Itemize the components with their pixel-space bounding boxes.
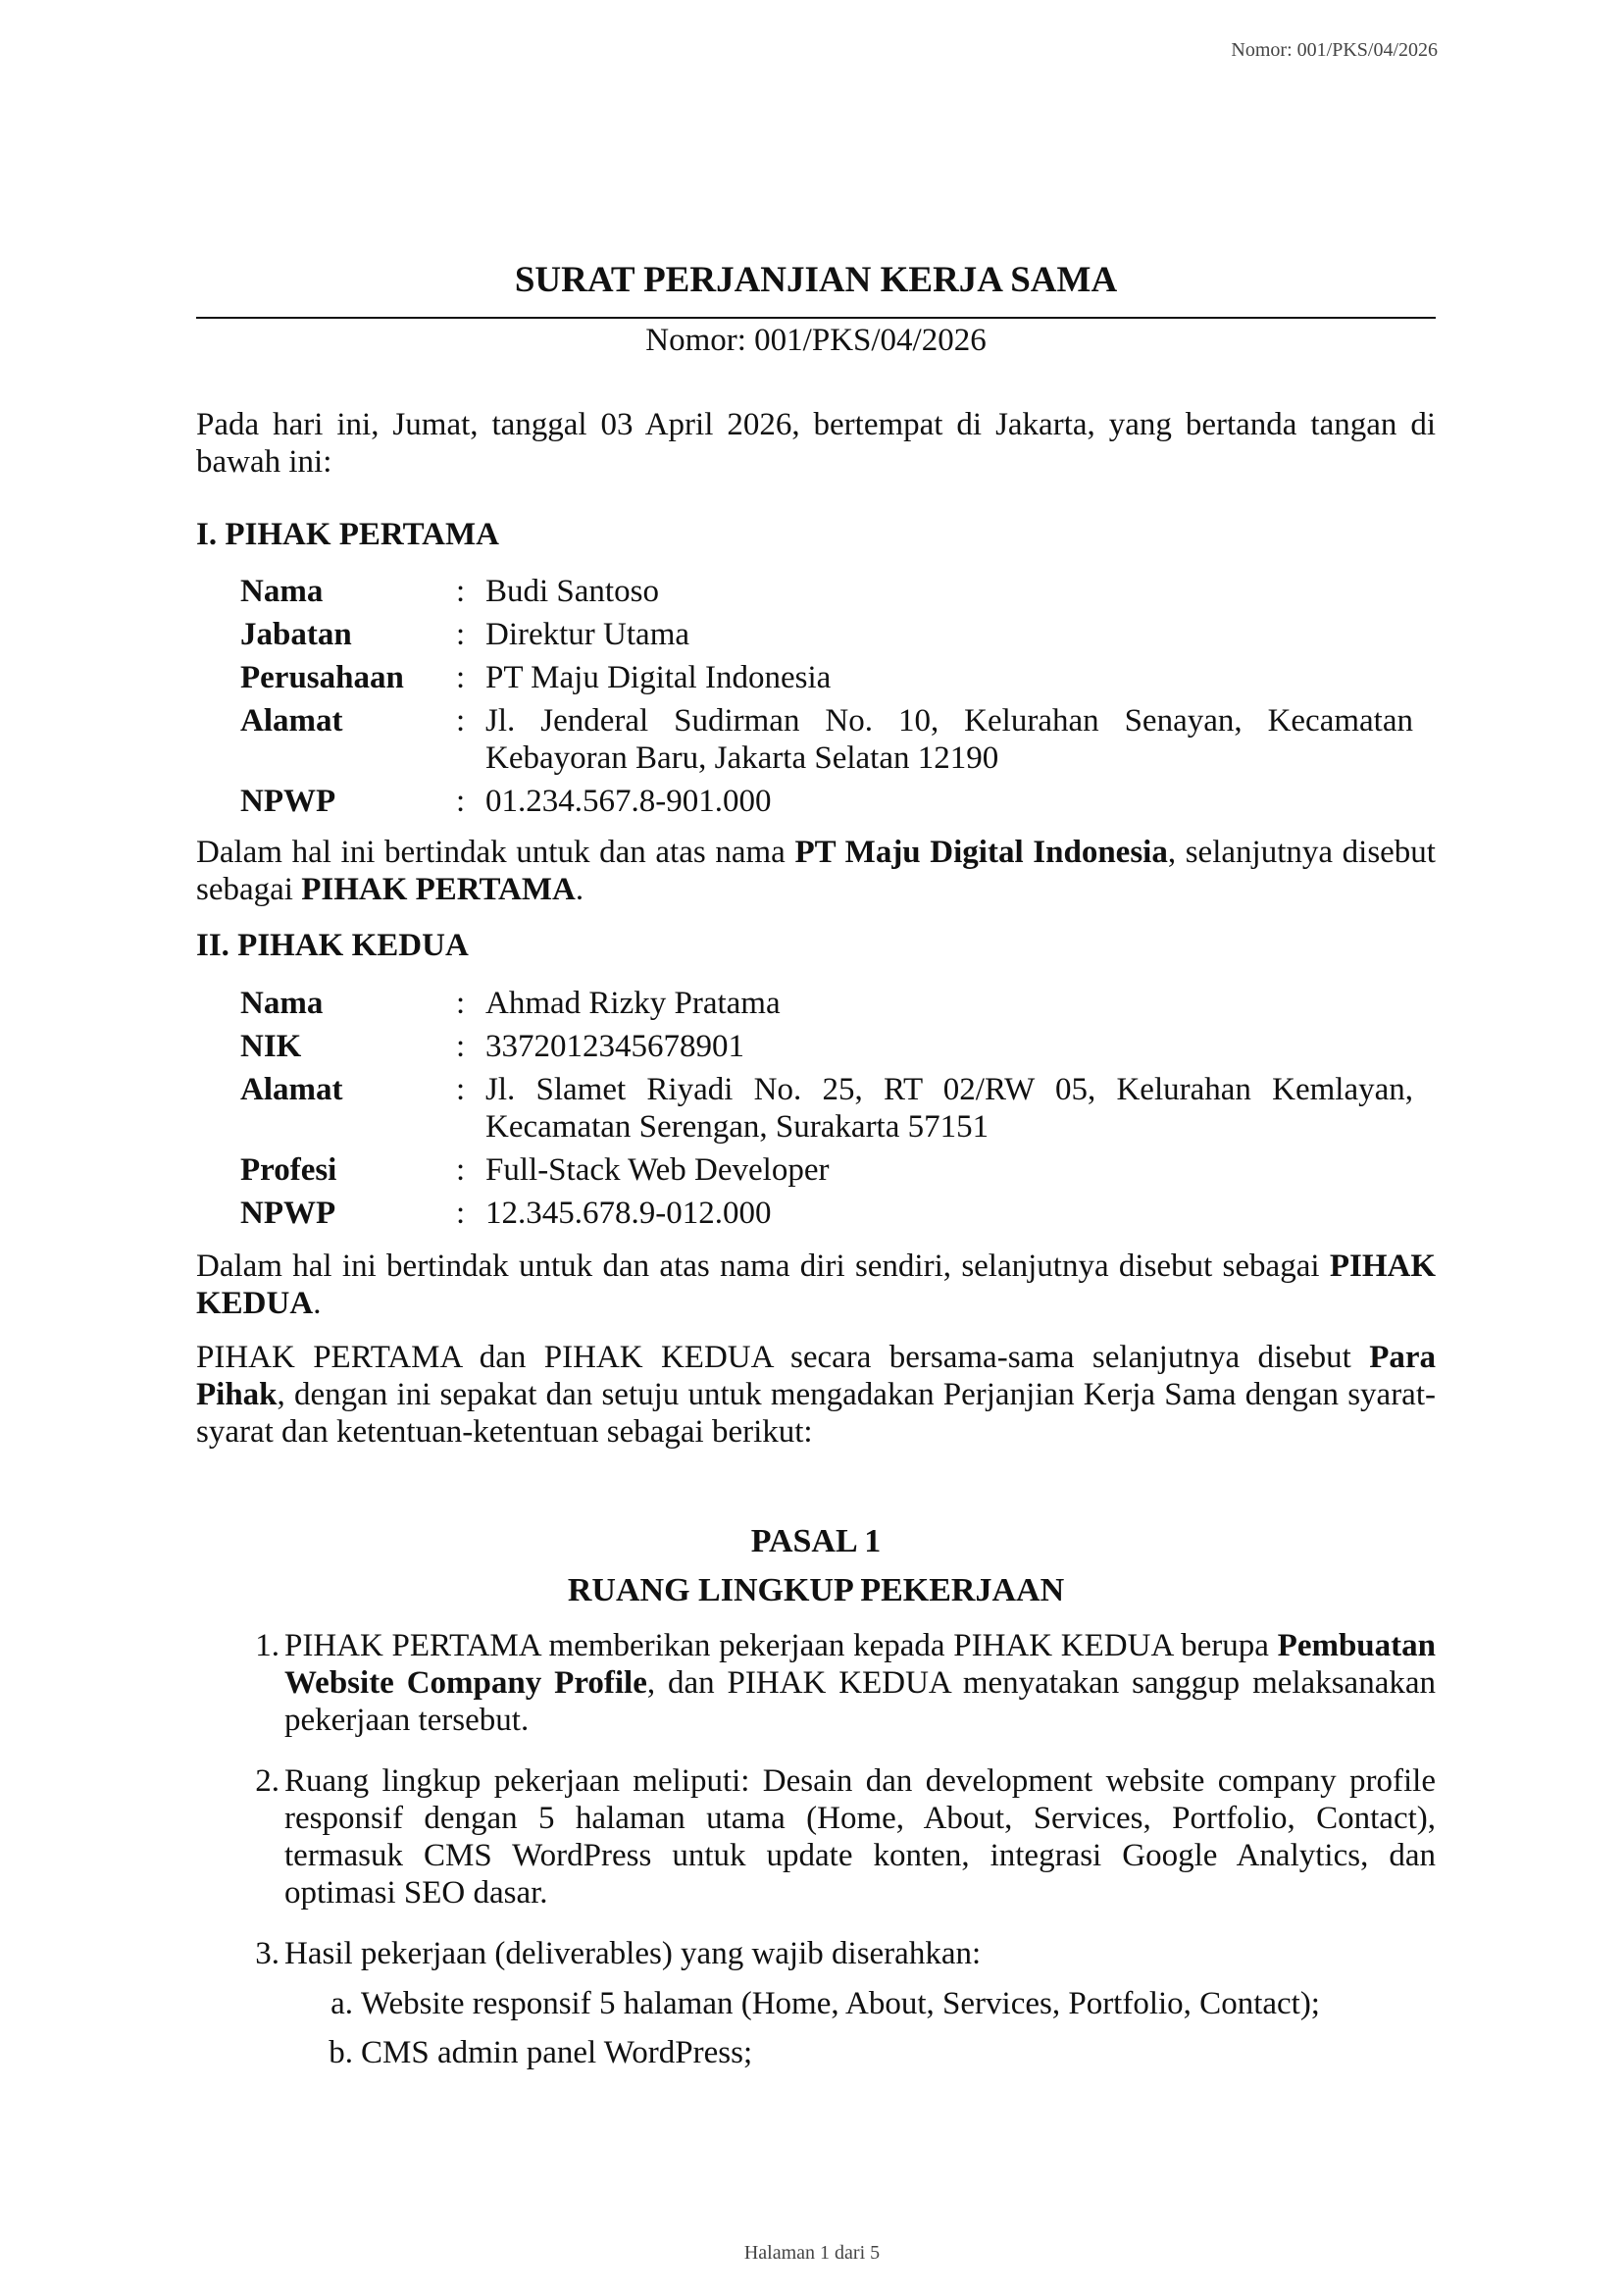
field-value: Full-Stack Web Developer (485, 1152, 830, 1188)
party1-row-perusahaan: Perusahaan : PT Maju Digital Indonesia (240, 653, 1413, 696)
field-value: Jl. Jenderal Sudirman No. 10, Kelurahan Senayan, Kecamatan Kebayoran Baru, Jakarta Selatan 12190 (485, 703, 1413, 776)
party2-row-npwp: NPWP : 12.345.678.9-012.000 (240, 1189, 1413, 1232)
party1-row-npwp: NPWP : 01.234.567.8-901.000 (240, 777, 1413, 820)
field-value: Jl. Slamet Riyadi No. 25, RT 02/RW 05, Kelurahan Kemlayan, Kecamatan Serengan, Surakarta 57151 (485, 1072, 1413, 1145)
field-value: 12.345.678.9-012.000 (485, 1196, 772, 1231)
field-value: Budi Santoso (485, 574, 659, 609)
field-label: Jabatan (240, 617, 352, 652)
party1-acting-statement: Dalam hal ini bertindak untuk dan atas nama PT Maju Digital Indonesia, selanjutnya disebut sebagai PIHAK PERTAMA. (196, 835, 1436, 907)
field-value: Direktur Utama (485, 617, 690, 652)
field-label: Alamat (240, 703, 343, 739)
field-label: Profesi (240, 1152, 337, 1188)
party2-row-nik: NIK : 3372012345678901 (240, 1022, 1413, 1065)
document-title: SURAT PERJANJIAN KERJA SAMA (514, 260, 1118, 300)
list-item-number: 1. (255, 1628, 279, 1663)
sub-item-text: CMS admin panel WordPress; (361, 2035, 753, 2070)
field-value: PT Maju Digital Indonesia (485, 660, 832, 695)
party1-heading: I. PIHAK PERTAMA (196, 517, 499, 552)
list-item-text: Hasil pekerjaan (deliverables) yang wajib diserahkan: (284, 1936, 982, 1971)
party2-row-profesi: Profesi : Full-Stack Web Developer (240, 1146, 1413, 1189)
header-doc-number: Nomor: 001/PKS/04/2026 (1231, 39, 1438, 61)
field-label: NPWP (240, 1196, 336, 1231)
field-value: Ahmad Rizky Pratama (485, 986, 781, 1021)
agreement-paragraph: PIHAK PERTAMA dan PIHAK KEDUA secara bersama-sama selanjutnya disebut Para Pihak, dengan ini sepakat dan setuju untuk mengadakan Perjanjian Kerja Sama dengan syarat-syarat dan ketentuan-ketentuan sebagai berikut: (196, 1340, 1436, 1450)
pasal-number: PASAL 1 (750, 1523, 882, 1559)
list-item-number: 2. (255, 1763, 279, 1799)
party1-row-alamat: Alamat : Jl. Jenderal Sudirman No. 10, Kelurahan Senayan, Kecamatan Kebayoran Baru, Jakarta Selatan 12190 (240, 696, 1413, 777)
title-divider (196, 317, 1436, 319)
party2-row-nama: Nama : Ahmad Rizky Pratama (240, 985, 1413, 1022)
field-value: 3372012345678901 (485, 1029, 744, 1064)
party1-details-table (240, 573, 1413, 820)
field-label: Alamat (240, 1072, 343, 1107)
sub-item-text: Website responsif 5 halaman (Home, About, Services, Portfolio, Contact); (361, 1986, 1320, 2021)
party2-details-table (240, 985, 1413, 1232)
party2-row-alamat: Alamat : Jl. Slamet Riyadi No. 25, RT 02/RW 05, Kelurahan Kemlayan, Kecamatan Serengan, Surakarta 57151 (240, 1065, 1413, 1146)
field-label: NIK (240, 1029, 302, 1064)
field-label: Perusahaan (240, 660, 404, 695)
party2-acting-statement: Dalam hal ini bertindak untuk dan atas nama diri sendiri, selanjutnya disebut sebagai PIHAK KEDUA. (196, 1249, 1436, 1321)
party1-row-nama: Nama : Budi Santoso (240, 573, 1413, 610)
field-label: Nama (240, 986, 324, 1021)
list-item-number: 3. (255, 1936, 279, 1971)
sub-item-letter: a. (330, 1986, 353, 2021)
page-footer: Halaman 1 dari 5 (743, 2242, 881, 2264)
field-value: 01.234.567.8-901.000 (485, 784, 772, 819)
party1-row-jabatan: Jabatan : Direktur Utama (240, 610, 1413, 653)
field-label: Nama (240, 574, 324, 609)
list-item-text: PIHAK PERTAMA memberikan pekerjaan kepada PIHAK KEDUA berupa Pembuatan Website Company Profile, dan PIHAK KEDUA menyatakan sanggup melaksanakan pekerjaan tersebut. (284, 1628, 1436, 1738)
opening-paragraph: Pada hari ini, Jumat, tanggal 03 April 2026, bertempat di Jakarta, yang bertanda tangan di bawah ini: (196, 407, 1436, 480)
sub-item-letter: b. (329, 2035, 353, 2070)
party2-heading: II. PIHAK KEDUA (196, 928, 469, 963)
pasal-title: RUANG LINGKUP PEKERJAAN (567, 1572, 1065, 1608)
list-item-text: Ruang lingkup pekerjaan meliputi: Desain dan development website company profile responsif dengan 5 halaman utama (Home, About, Services, Portfolio, Contact), termasuk CMS WordPress untuk update konten, integrasi Google Analytics, dan optimasi SEO dasar. (284, 1763, 1436, 1911)
field-label: NPWP (240, 784, 336, 819)
document-number: Nomor: 001/PKS/04/2026 (645, 323, 987, 358)
